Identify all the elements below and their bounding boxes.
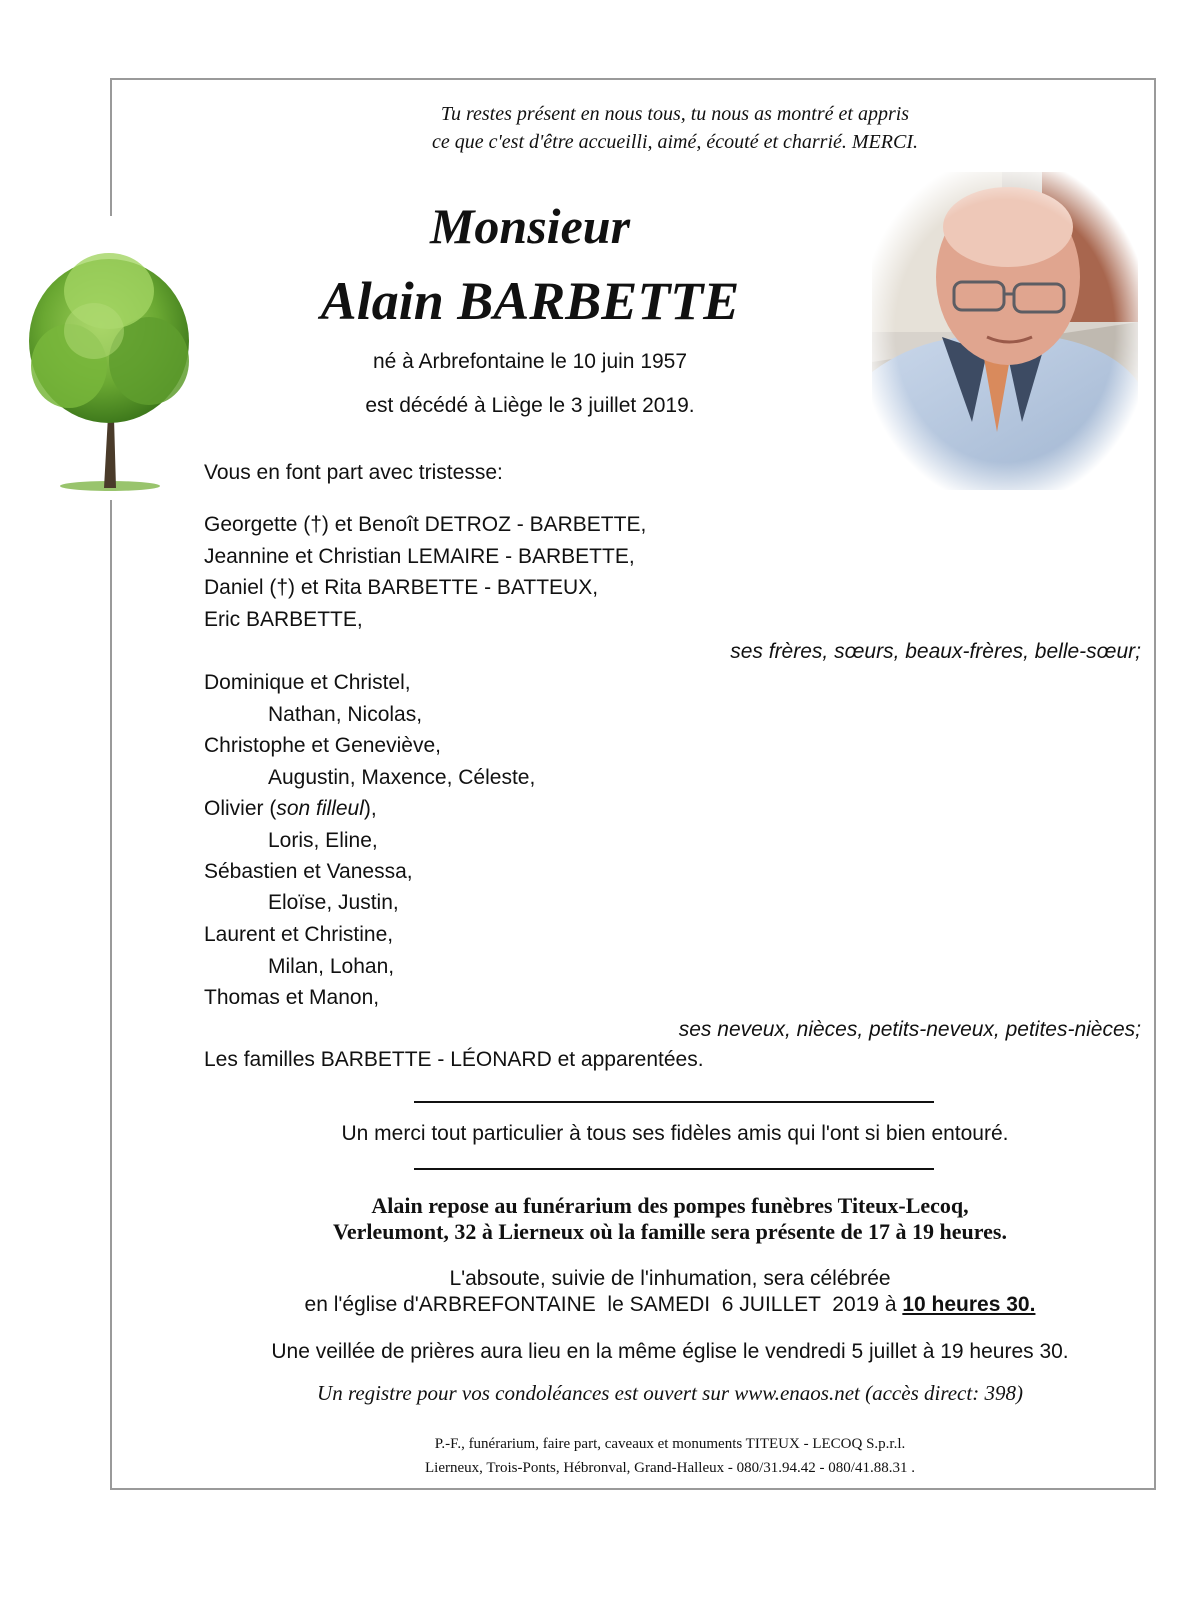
death-line: est décédé à Liège le 3 juillet 2019. bbox=[365, 394, 695, 417]
quote-line-2: ce que c'est d'être accueilli, aimé, écouté et charrié. MERCI. bbox=[432, 131, 918, 153]
godson-note: son filleul bbox=[276, 797, 364, 820]
tree-icon bbox=[24, 246, 194, 496]
ceremony-line-1: L'absoute, suivie de l'inhumation, sera célébrée bbox=[449, 1267, 891, 1290]
condolences-register: Un registre pour vos condoléances est ouvert sur www.enaos.net (accès direct: 398) bbox=[317, 1381, 1023, 1405]
sibling-line: Daniel (†) et Rita BARBETTE - BATTEUX, bbox=[204, 576, 599, 599]
ceremony-details: en l'église d'ARBREFONTAINE le SAMEDI 6 JUILLET 2019 à bbox=[304, 1293, 903, 1316]
nephews-relation: ses neveux, nièces, petits-neveux, petites-nièces; bbox=[678, 1018, 1141, 1041]
divider bbox=[414, 1101, 934, 1103]
nephew-line bbox=[204, 797, 377, 821]
sibling-line: Georgette (†) et Benoît DETROZ - BARBETTE, bbox=[204, 513, 647, 536]
nephew-line: Milan, Lohan, bbox=[268, 955, 395, 978]
nephew-line: Christophe et Geneviève, bbox=[204, 734, 441, 757]
divider bbox=[414, 1168, 934, 1170]
frame-top-border bbox=[110, 78, 1156, 80]
nephew-line-part: Olivier ( bbox=[204, 797, 277, 820]
siblings-relation: ses frères, sœurs, beaux-frères, belle-sœur; bbox=[730, 640, 1141, 663]
opening-quote bbox=[300, 100, 1050, 156]
sibling-line: Jeannine et Christian LEMAIRE - BARBETTE, bbox=[204, 545, 635, 568]
funeral-home-footer bbox=[260, 1432, 1080, 1480]
intro-line: Vous en font part avec tristesse: bbox=[204, 461, 503, 484]
repose-line-1: Alain repose au funérarium des pompes funèbres Titeux-Lecoq, bbox=[371, 1193, 969, 1218]
sibling-line: Eric BARBETTE, bbox=[204, 608, 363, 631]
footer-line-2: Lierneux, Trois-Ponts, Hébronval, Grand-Halleux - 080/31.94.42 - 080/41.88.31 . bbox=[425, 1460, 915, 1476]
nephew-line-part: ), bbox=[363, 797, 377, 820]
portrait-photo bbox=[872, 172, 1138, 490]
nephew-line: Thomas et Manon, bbox=[204, 986, 380, 1009]
frame-left-border-lower bbox=[110, 500, 112, 1490]
nephew-line: Eloïse, Justin, bbox=[268, 891, 399, 914]
nephew-line: Nathan, Nicolas, bbox=[268, 703, 423, 726]
nephew-line: Laurent et Christine, bbox=[204, 923, 394, 946]
repose-block bbox=[220, 1193, 1120, 1245]
frame-left-border-upper bbox=[110, 78, 112, 216]
birth-line: né à Arbrefontaine le 10 juin 1957 bbox=[372, 350, 688, 373]
footer-line-1: P.-F., funérarium, faire part, caveaux et monuments TITEUX - LECOQ S.p.r.l. bbox=[434, 1436, 906, 1452]
quote-line-1: Tu restes présent en nous tous, tu nous as montré et appris bbox=[440, 103, 910, 125]
honorific: Monsieur bbox=[429, 198, 631, 254]
nephew-line: Dominique et Christel, bbox=[204, 671, 411, 694]
repose-line-2: Verleumont, 32 à Lierneux où la famille sera présente de 17 à 19 heures. bbox=[333, 1219, 1007, 1244]
ceremony-line-2 bbox=[220, 1292, 1120, 1318]
ceremony-time: 10 heures 30. bbox=[902, 1293, 1036, 1316]
frame-bottom-border bbox=[110, 1488, 1156, 1490]
families-line: Les familles BARBETTE - LÉONARD et apparentées. bbox=[204, 1048, 704, 1071]
nephew-line: Loris, Eline, bbox=[268, 829, 378, 852]
ceremony-block bbox=[220, 1266, 1120, 1318]
nephew-line: Augustin, Maxence, Céleste, bbox=[268, 766, 536, 789]
deceased-name: Alain BARBETTE bbox=[320, 271, 740, 331]
thanks-line: Un merci tout particulier à tous ses fidèles amis qui l'ont si bien entouré. bbox=[341, 1122, 1009, 1145]
frame-right-border bbox=[1154, 78, 1156, 1490]
vigil-line: Une veillée de prières aura lieu en la même église le vendredi 5 juillet à 19 heures 30. bbox=[271, 1340, 1069, 1363]
nephew-line: Sébastien et Vanessa, bbox=[204, 860, 413, 883]
